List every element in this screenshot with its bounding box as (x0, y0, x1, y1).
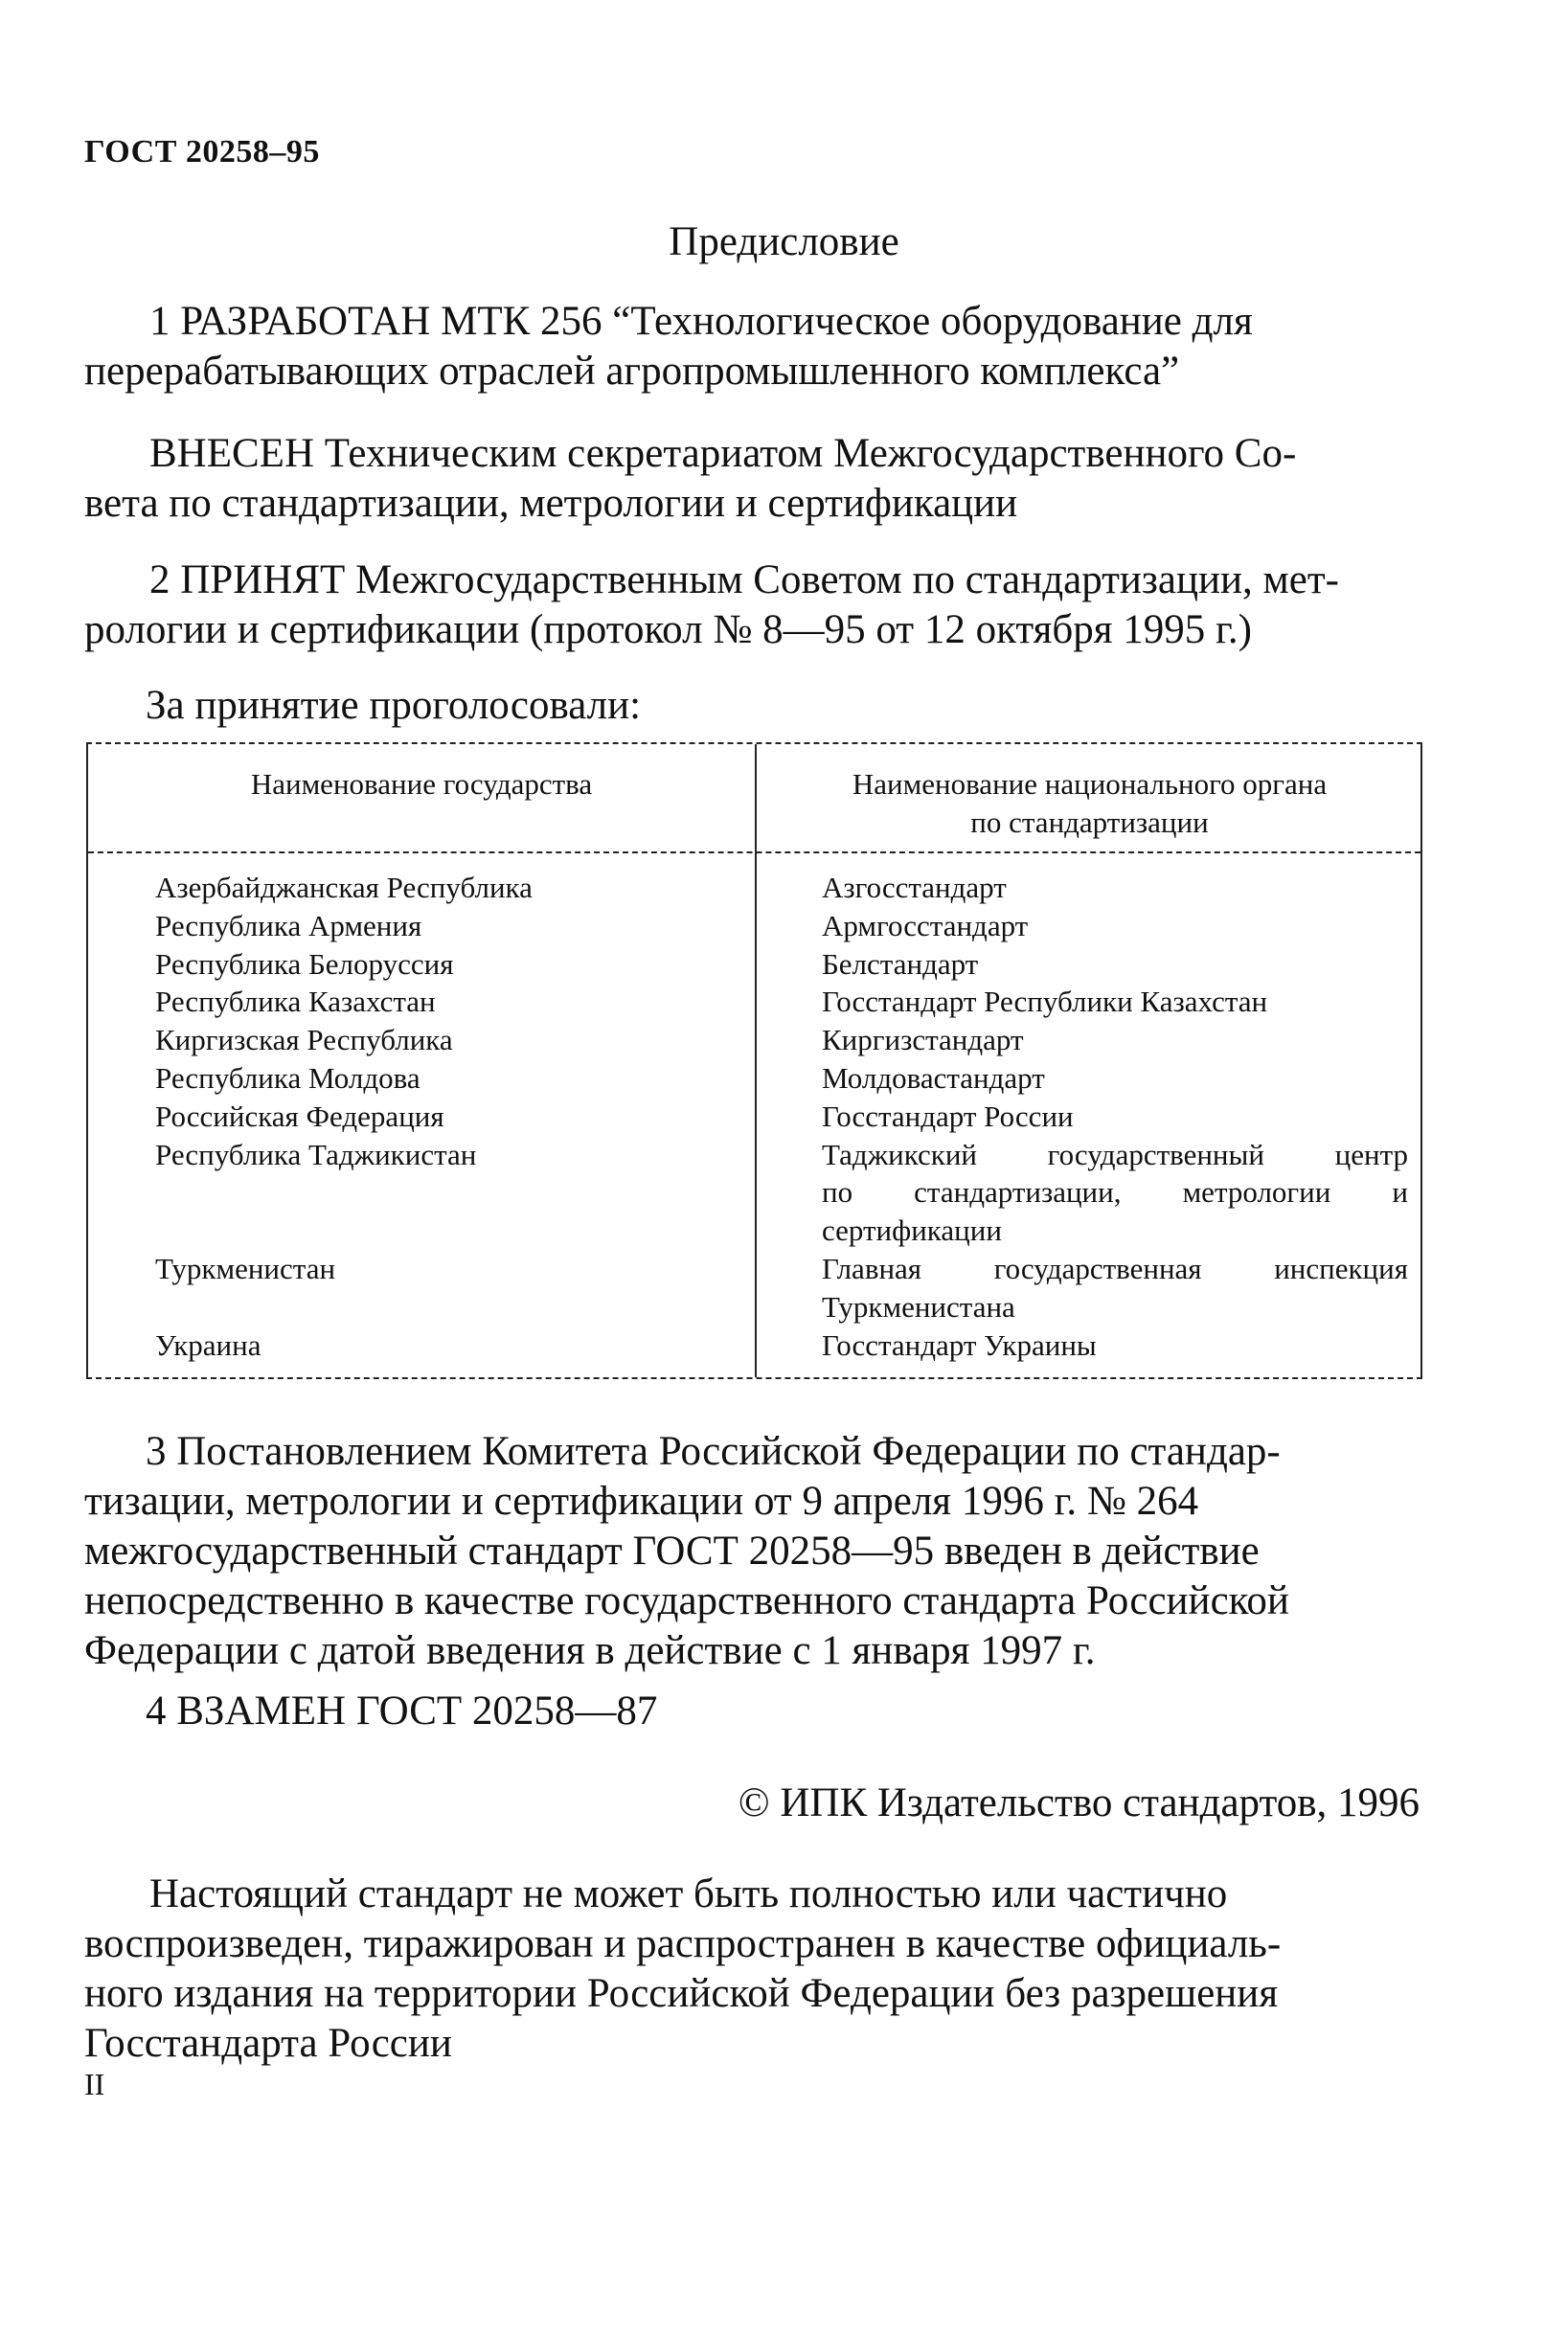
notice-line-4: Госстандарта России (84, 2021, 452, 2066)
table-column-states (155, 869, 730, 1364)
table-cell-state: Российская Федерация (155, 1099, 444, 1133)
table-cell-state: Республика Таджикистан (155, 1137, 477, 1171)
table-header-state: Наименование государства (250, 767, 593, 801)
table-cell-state: Республика Армения (155, 908, 422, 942)
section-3-line-4: непосредственно в качестве государственного стандарта Российской (84, 1578, 1289, 1623)
section-4-replaces: 4 ВЗАМЕН ГОСТ 20258—87 (146, 1689, 658, 1734)
table-cell-state (155, 1288, 730, 1326)
table-cell-body: сертификации (822, 1213, 1002, 1248)
table-cell-state: Республика Казахстан (155, 985, 436, 1019)
table-cell-state (155, 1212, 730, 1250)
introduced-line-2: вета по стандартизации, метрологии и сертификации (84, 481, 1018, 526)
voted-caption: За принятие проголосовали: (146, 683, 642, 728)
table-cell-body: по стандартизации, метрологии и (822, 1175, 1408, 1210)
table-cell-body: Госстандарт Республики Казахстан (822, 985, 1268, 1019)
introduced-line-1: ВНЕСЕН Техническим секретариатом Межгосударственного Со- (149, 431, 1297, 476)
table-cell-body: Армгосстандарт (822, 908, 1029, 942)
notice-line-2: воспроизведен, тиражирован и распространен в качестве официаль- (84, 1921, 1282, 1966)
section-introduced (84, 429, 1420, 529)
table-cell-body: Туркменистана (822, 1289, 1015, 1324)
table-cell-body: Белстандарт (822, 946, 979, 981)
notice-line-3: ного издания на территории Российской Федерации без разрешения (84, 1971, 1279, 2016)
table-cell-state: Республика Молдова (155, 1060, 420, 1095)
table-cell-state: Азербайджанская Республика (155, 871, 533, 904)
page-title: Предисловие (669, 219, 899, 264)
notice-line-1: Настоящий стандарт не может быть полностью или частично (149, 1871, 1228, 1916)
table-cell-state: Украина (155, 1327, 261, 1362)
table-cell-body: Молдовастандарт (822, 1060, 1045, 1095)
table-cell-state: Киргизская Республика (155, 1023, 453, 1057)
reproduction-notice (84, 1870, 1420, 2069)
section-3-line-1: 3 Постановлением Комитета Российской Федерации по стандар- (146, 1429, 1281, 1474)
section-1-line-1: 1 РАЗРАБОТАН МТК 256 “Технологическое оборудование для (149, 299, 1253, 344)
table-header-body-line-2: по стандартизации (970, 805, 1209, 839)
voting-table (86, 742, 1422, 1379)
copyright-line: © ИПК Издательство стандартов, 1996 (738, 1780, 1420, 1825)
table-header-separator (88, 851, 1420, 853)
table-column-bodies (822, 869, 1408, 1364)
table-cell-state: Республика Белоруссия (155, 946, 454, 981)
section-3-line-2: тизации, метрологии и сертификации от 9 апреля 1996 г. № 264 (84, 1479, 1199, 1524)
table-cell-body: Таджикский государственный центр (822, 1137, 1408, 1171)
section-2-line-1: 2 ПРИНЯТ Межгосударственным Советом по стандартизации, мет- (149, 557, 1339, 602)
section-3-decree (84, 1427, 1420, 1676)
table-cell-state (155, 1173, 730, 1212)
table-cell-body: Киргизстандарт (822, 1023, 1024, 1057)
section-3-line-3: межгосударственный стандарт ГОСТ 20258—95 введен в действие (84, 1529, 1260, 1574)
section-1-line-2: перерабатывающих отраслей агропромышленного комплекса” (84, 349, 1180, 394)
section-1-developed (84, 297, 1420, 397)
page-number: II (84, 2067, 105, 2101)
table-cell-body: Госстандарт Украины (822, 1327, 1097, 1362)
section-2-adopted (84, 555, 1420, 655)
table-cell-body: Главная государственная инспекция (822, 1251, 1408, 1285)
table-cell-state: Туркменистан (155, 1251, 336, 1285)
table-cell-body: Азгосстандарт (822, 871, 1007, 904)
table-header-body-line-1: Наименование национального органа (852, 767, 1328, 801)
section-3-line-5: Федерации с датой введения в действие с 1 января 1997 г. (84, 1628, 1096, 1673)
table-cell-body: Госстандарт России (822, 1099, 1074, 1133)
table-header-body (757, 765, 1422, 842)
section-2-line-2: рологии и сертификации (протокол № 8—95 от 12 октября 1995 г.) (84, 607, 1252, 652)
document-header: ГОСТ 20258–95 (84, 134, 320, 170)
